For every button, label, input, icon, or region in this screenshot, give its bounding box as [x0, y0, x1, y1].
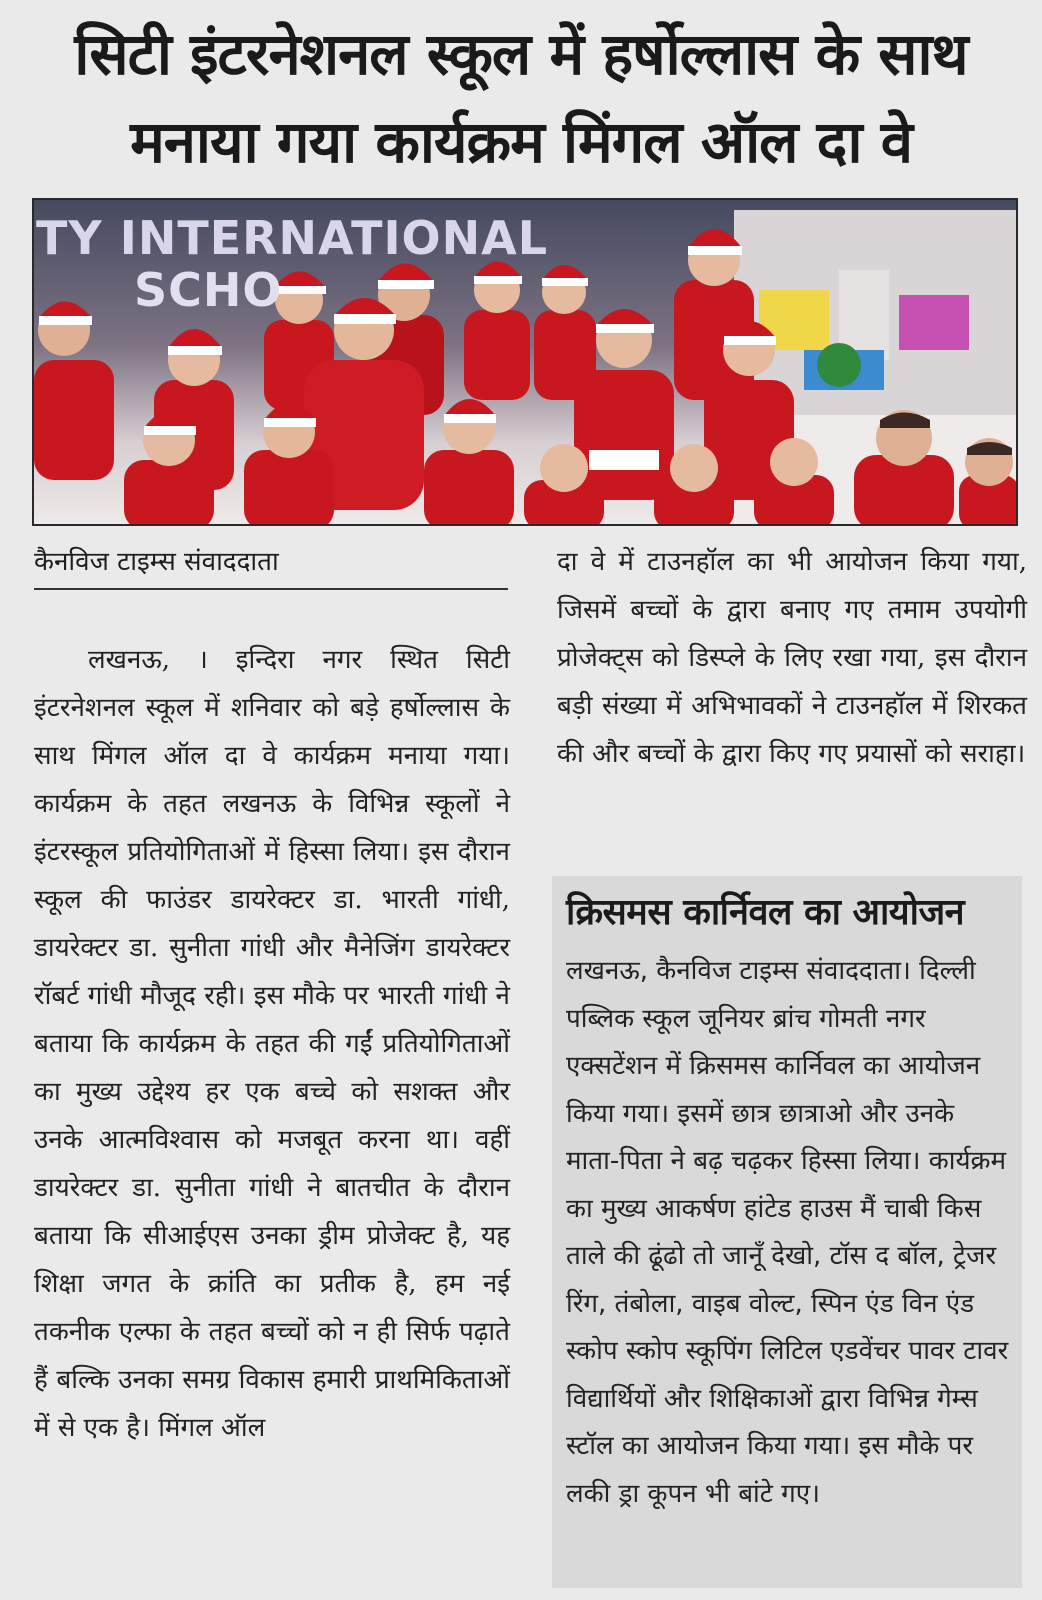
article-body-right-column: दा वे में टाउनहॉल का भी आयोजन किया गया, जिसमें बच्चों के द्वारा बनाए गए तमाम उपयोगी प्रोजेक्ट्स को डिस्प्ले के लिए रखा गया, इस दौरान बड़ी संख्या में अभिभावकों ने टाउनहॉल में शिरकत की और बच्चों के द्वारा किए गए प्रयासों को सराहा।	[557, 547, 1027, 769]
photo-banner-line-1: TY INTERNATIONAL	[36, 211, 549, 265]
sidebar-article	[552, 876, 1022, 1588]
headline-line-2: मनाया गया कार्यक्रम मिंगल ऑल दा वे	[130, 108, 912, 176]
photo-banner-line-2: SCHO	[134, 263, 283, 317]
article-body-left-column	[34, 636, 510, 1452]
byline: कैनविज टाइम्स संवाददाता	[34, 542, 508, 590]
article-body-left-text: लखनऊ, । इन्दिरा नगर स्थित सिटी इंटरनेशनल स्कूल में शनिवार को बड़े हर्षोल्लास के साथ मिंगल ऑल दा वे कार्यक्रम मनाया गया। कार्यक्रम के तहत लखनऊ के विभिन्न स्कूलों ने इंटरस्कूल प्रतियोगिताओं में हिस्सा लिया। इस दौरान स्कूल की फाउंडर डायरेक्टर डा. भारती गांधी, डायरेक्टर डा. सुनीता गांधी और मैनेजिंग डायरेक्टर रॉबर्ट गांधी मौजूद रही। इस मौके पर भारती गांधी ने बताया कि कार्यक्रम के तहत की गईं प्रतियोगिताओं का मुख्य उद्देश्य हर एक बच्चे को सशक्त और उनके आत्मविश्वास को मजबूत करना था। वहीं डायरेक्टर डा. सुनीता गांधी ने बातचीत के दौरान बताया कि सीआईएस उनका ड्रीम प्रोजेक्ट है, यह शिक्षा जगत के क्रांति का प्रतीक है, हम नई तकनीक एल्फा के तहत बच्चों को न ही सिर्फ पढ़ाते हैं बल्कि उनका समग्र विकास हमारी प्राथमिकिताओं में से एक है। मिंगल ऑल	[34, 645, 510, 1443]
sidebar-body-text: लखनऊ, कैनविज टाइम्स संवाददाता। दिल्ली पब्लिक स्कूल जूनियर ब्रांच गोमती नगर एक्सटेंशन में क्रिसमस कार्निवल का आयोजन किया गया। इसमें छात्र छात्राओ और उनके माता-पिता ने बढ़ चढ़कर हिस्सा लिया। कार्यक्रम का मुख्य आकर्षण हांटेड हाउस मैं चाबी किस ताले की ढूंढो तो जानूँ देखो, टॉस द बॉल, ट्रेजर रिंग, तंबोला, वाइब वोल्ट, स्पिन एंड विन एंड स्कोप स्कोप स्कूपिंग लिटिल एडवेंचर पावर टावर विद्यार्थियों और शिक्षिकाओं द्वारा विभिन्न गेम्स स्टॉल का आयोजन किया गया। इस मौके पर लकी ड्रा कूपन भी बांटे गए।	[566, 956, 1009, 1509]
headline	[20, 10, 1022, 186]
news-photo	[32, 198, 1018, 526]
sidebar-headline: क्रिसमस कार्निवल का आयोजन	[566, 892, 965, 933]
headline-line-1: सिटी इंटरनेशनल स्कूल में हर्षोल्लास के साथ	[74, 20, 968, 88]
photo-banner-text	[36, 212, 548, 316]
